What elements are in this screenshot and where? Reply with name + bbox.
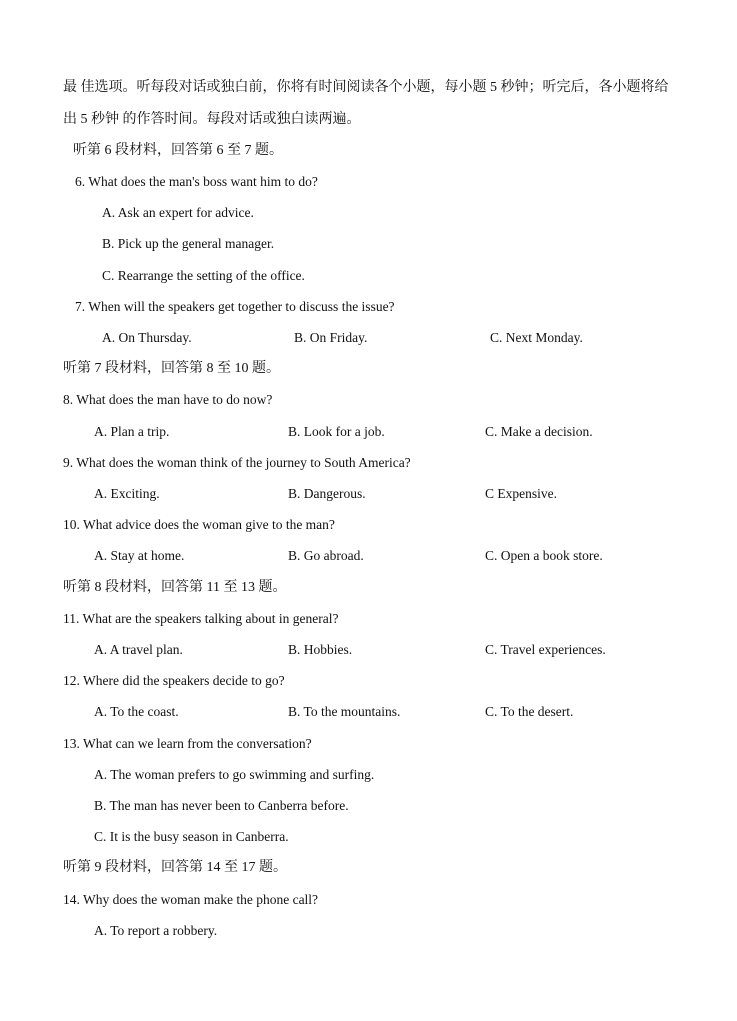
option-12c: C. To the desert. bbox=[485, 704, 574, 719]
option-11b: B. Hobbies. bbox=[288, 642, 353, 657]
question-stem-9: 9. What does the woman think of the journey to South America? bbox=[63, 455, 411, 470]
option-8b: B. Look for a job. bbox=[288, 424, 385, 439]
option-9a: A. Exciting. bbox=[94, 486, 160, 501]
option-6c: C. Rearrange the setting of the office. bbox=[102, 268, 305, 283]
option-9c: C Expensive. bbox=[485, 486, 557, 501]
option-6a: A. Ask an expert for advice. bbox=[102, 205, 254, 220]
option-8c: C. Make a decision. bbox=[485, 424, 593, 439]
option-9b: B. Dangerous. bbox=[288, 486, 366, 501]
option-6b: B. Pick up the general manager. bbox=[102, 236, 275, 251]
question-stem-8: 8. What does the man have to do now? bbox=[63, 392, 273, 407]
option-8a: A. Plan a trip. bbox=[94, 424, 170, 439]
instruction-line-2: 出 5 秒钟 的作答时间。每段对话或独白读两遍。 bbox=[63, 112, 361, 127]
option-11c: C. Travel experiences. bbox=[485, 642, 606, 657]
question-stem-6: 6. What does the man's boss want him to do? bbox=[75, 174, 318, 189]
section-heading-6: 听第 6 段材料，回答第 6 至 7 题。 bbox=[73, 143, 283, 158]
question-stem-14: 14. Why does the woman make the phone call? bbox=[63, 892, 319, 907]
option-10c: C. Open a book store. bbox=[485, 548, 603, 563]
section-heading-7: 听第 7 段材料，回答第 8 至 10 题。 bbox=[63, 361, 280, 376]
question-stem-7: 7. When will the speakers get together to discuss the issue? bbox=[75, 299, 395, 314]
section-heading-8: 听第 8 段材料，回答第 11 至 13 题。 bbox=[63, 580, 287, 595]
option-7c: C. Next Monday. bbox=[490, 330, 583, 345]
option-14a: A. To report a robbery. bbox=[94, 923, 218, 938]
option-10a: A. Stay at home. bbox=[94, 548, 185, 563]
instruction-line-1: 最 佳选项。听每段对话或独白前，你将有时间阅读各个小题，每小题 5 秒钟；听完后，各小题将给 bbox=[63, 80, 669, 95]
option-10b: B. Go abroad. bbox=[288, 548, 364, 563]
question-stem-10: 10. What advice does the woman give to the man? bbox=[63, 517, 335, 532]
option-12b: B. To the mountains. bbox=[288, 704, 401, 719]
option-7b: B. On Friday. bbox=[294, 330, 368, 345]
question-stem-13: 13. What can we learn from the conversation? bbox=[63, 736, 312, 751]
option-13a: A. The woman prefers to go swimming and surfing. bbox=[94, 767, 375, 782]
option-7a: A. On Thursday. bbox=[102, 330, 192, 345]
option-13b: B. The man has never been to Canberra before. bbox=[94, 798, 349, 813]
option-11a: A. A travel plan. bbox=[94, 642, 183, 657]
option-12a: A. To the coast. bbox=[94, 704, 179, 719]
section-heading-9: 听第 9 段材料，回答第 14 至 17 题。 bbox=[63, 860, 287, 875]
question-stem-12: 12. Where did the speakers decide to go? bbox=[63, 673, 285, 688]
option-13c: C. It is the busy season in Canberra. bbox=[94, 829, 289, 844]
question-stem-11: 11. What are the speakers talking about in general? bbox=[63, 611, 339, 626]
